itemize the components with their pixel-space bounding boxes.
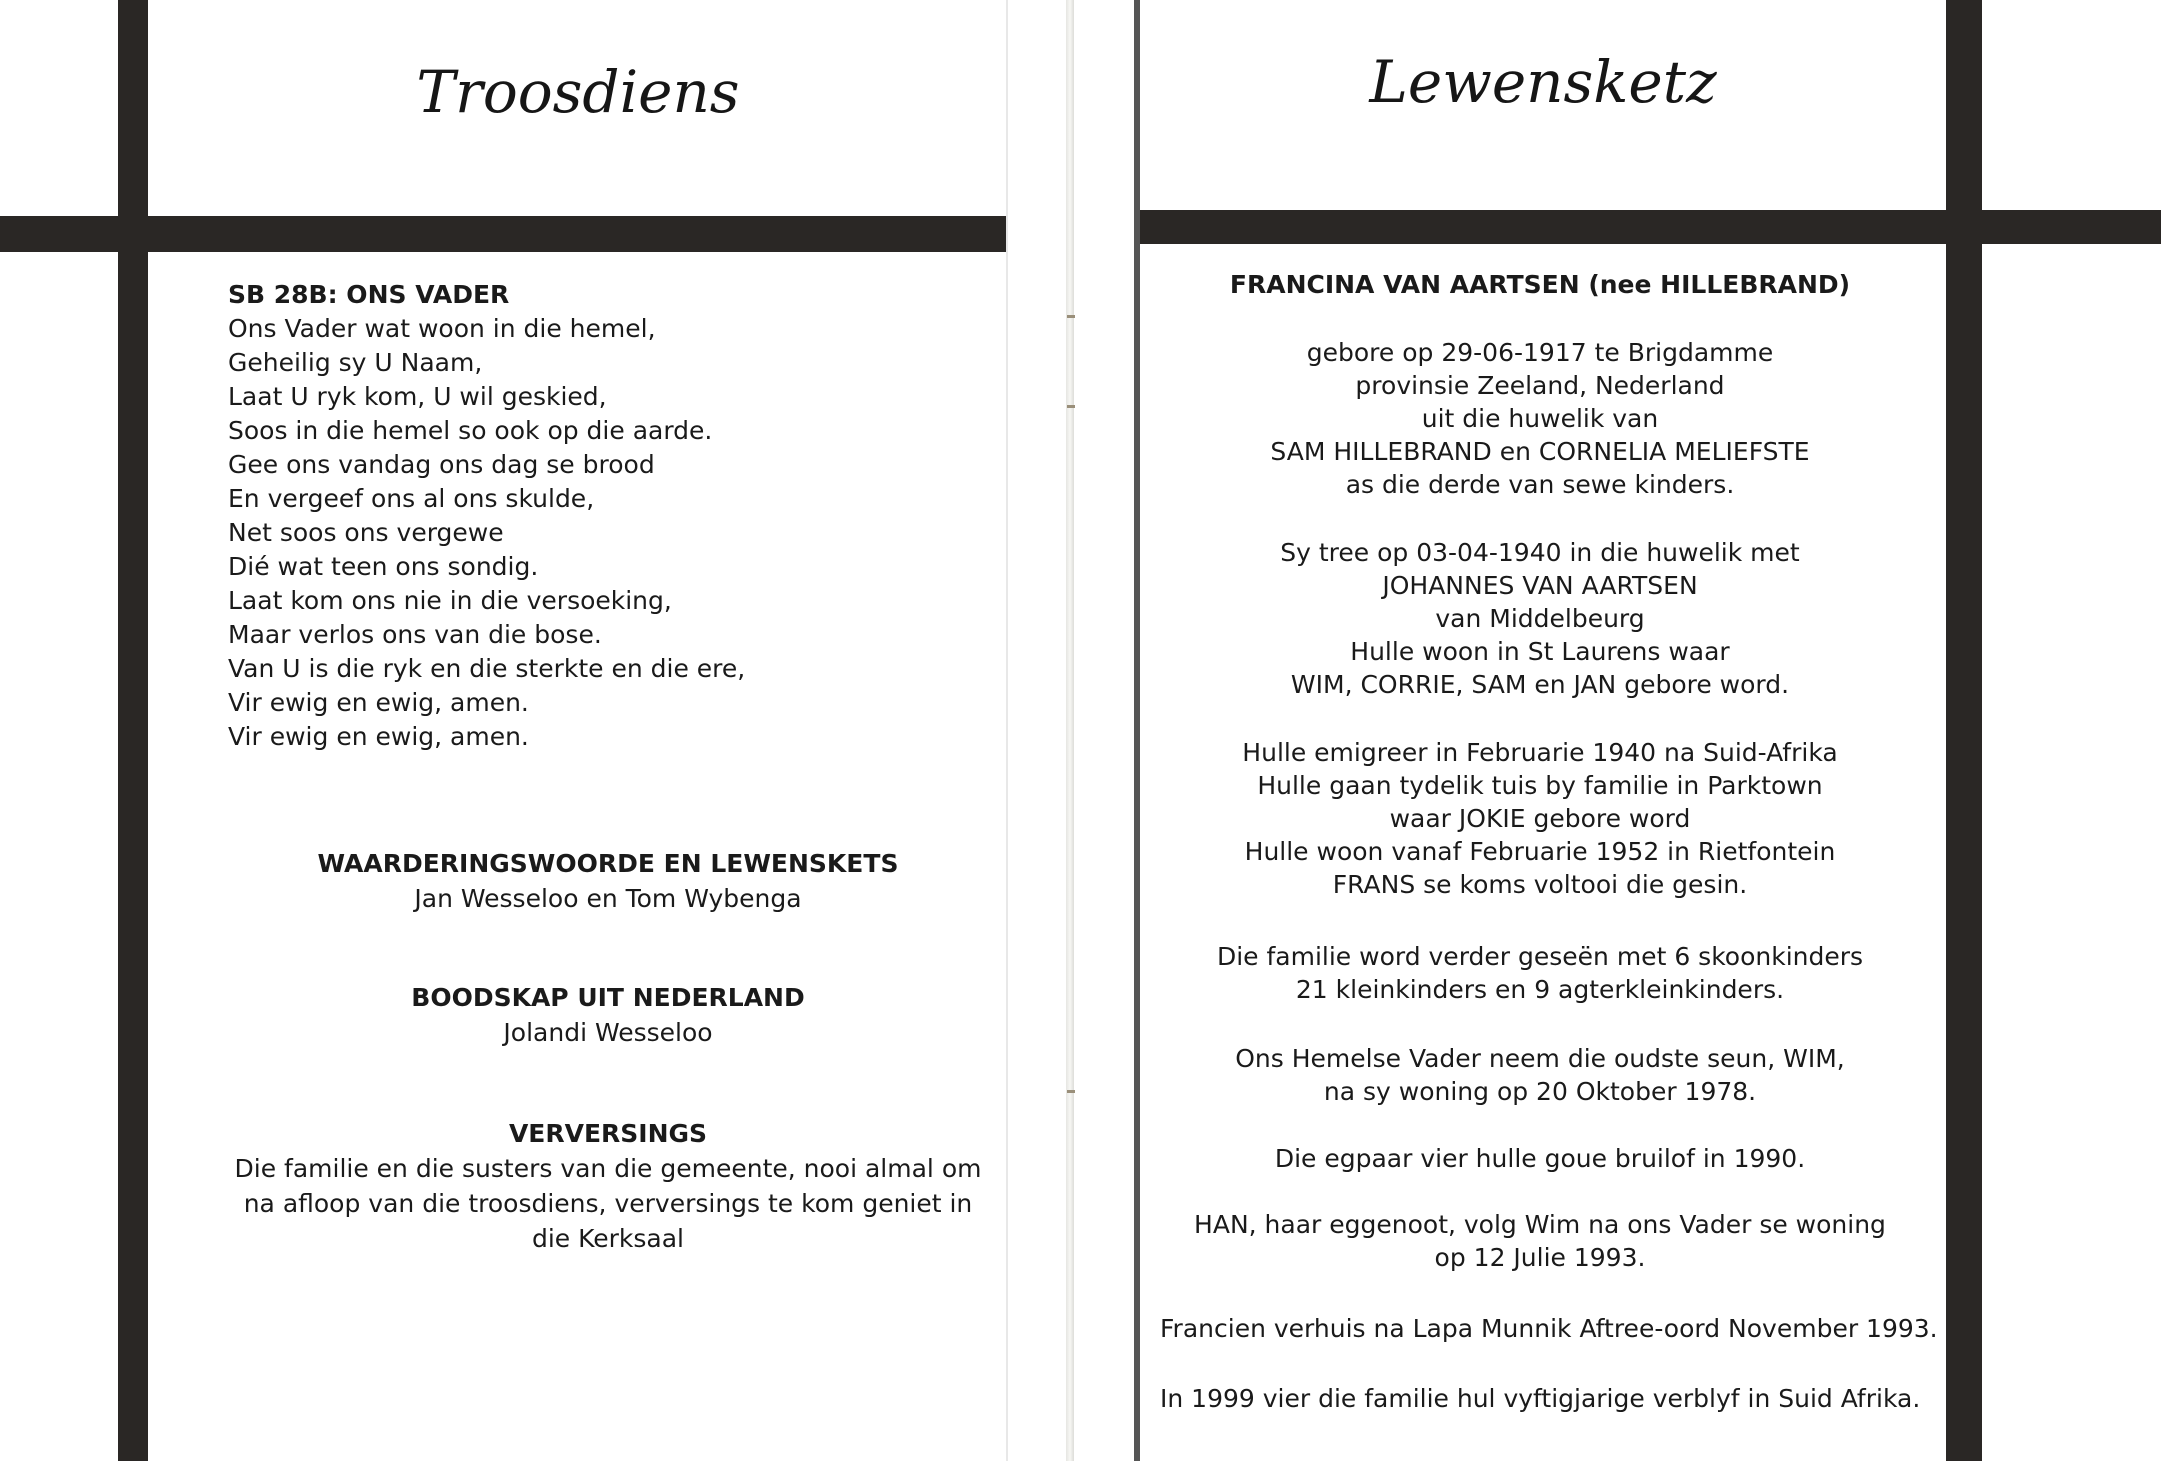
prayer-line: Maar verlos ons van die bose. <box>228 620 602 649</box>
prayer-line: Ons Vader wat woon in die hemel, <box>228 314 656 343</box>
bio-line: gebore op 29-06-1917 te Brigdamme <box>1306 338 1774 367</box>
prayer-line: Net soos ons vergewe <box>228 518 504 547</box>
bio-line: as die derde van sewe kinders. <box>1345 470 1735 499</box>
refreshments-text: Die familie en die susters van die gemeente, nooi almal om na afloop van die troosdiens, verversings te kom geniet in die Kerksaal <box>234 1154 982 1253</box>
bio-line: FRANS se koms voltooi die gesin. <box>1332 870 1748 899</box>
bio-line: Francien verhuis na Lapa Munnik Aftree-oord November 1993. <box>1160 1314 1938 1343</box>
prayer-line: Dié wat teen ons sondig. <box>228 552 539 581</box>
bio-line: JOHANNES VAN AARTSEN <box>1382 571 1698 600</box>
spine-stitch <box>1067 405 1075 408</box>
bio-line: waar JOKIE gebore word <box>1389 804 1691 833</box>
booklet-spine <box>1066 0 1074 1461</box>
bio-line: van Middelbeurg <box>1435 604 1645 633</box>
prayer-line: En vergeef ons al ons skulde, <box>228 484 595 513</box>
prayer-heading: SB 28B: ONS VADER <box>228 280 510 309</box>
bio-paragraph <box>1160 1208 1920 1274</box>
bio-paragraph <box>1160 536 1920 701</box>
bio-line: Die familie word verder geseën met 6 skoonkinders <box>1216 942 1864 971</box>
left-frame-horizontal-bar <box>0 216 1008 252</box>
bio-line: provinsie Zeeland, Nederland <box>1355 371 1725 400</box>
bio-line: Sy tree op 03-04-1940 in die huwelik met <box>1280 538 1800 567</box>
bio-paragraph <box>1160 940 1920 1006</box>
bio-line: Die egpaar vier hulle goue bruilof in 1990. <box>1274 1144 1806 1173</box>
bio-line: Hulle woon in St Laurens waar <box>1350 637 1730 666</box>
bio-line: 21 kleinkinders en 9 agterkleinkinders. <box>1295 975 1785 1004</box>
refreshments-heading: VERVERSINGS <box>508 1119 708 1148</box>
prayer-line: Gee ons vandag ons dag se brood <box>228 450 655 479</box>
deceased-name: FRANCINA VAN AARTSEN (nee HILLEBRAND) <box>1229 270 1851 299</box>
tribute-section <box>228 846 988 916</box>
bio-line: na sy woning op 20 Oktober 1978. <box>1323 1077 1757 1106</box>
prayer-line: Soos in die hemel so ook op die aarde. <box>228 416 713 445</box>
message-speaker: Jolandi Wesseloo <box>503 1018 713 1047</box>
bio-paragraph <box>1160 1382 1920 1415</box>
message-heading: BOODSKAP UIT NEDERLAND <box>411 983 805 1012</box>
bio-paragraph <box>1160 1042 1920 1108</box>
prayer-line: Geheilig sy U Naam, <box>228 348 483 377</box>
bio-line: HAN, haar eggenoot, volg Wim na ons Vader se woning <box>1194 1210 1886 1239</box>
prayer-line: Laat U ryk kom, U wil geskied, <box>228 382 607 411</box>
left-page-title: Troosdiens <box>416 58 740 126</box>
tribute-speakers: Jan Wesseloo en Tom Wybenga <box>414 884 802 913</box>
prayer-line: Laat kom ons nie in die versoeking, <box>228 586 672 615</box>
prayer-line: Van U is die ryk en die sterkte en die ere, <box>228 654 746 683</box>
spine-stitch <box>1067 315 1075 318</box>
prayer-line: Vir ewig en ewig, amen. <box>228 688 529 717</box>
right-frame-horizontal-bar <box>1138 210 2161 244</box>
prayer-block <box>228 278 1008 754</box>
bio-line: Ons Hemelse Vader neem die oudste seun, WIM, <box>1235 1044 1845 1073</box>
bio-line: op 12 Julie 1993. <box>1434 1243 1646 1272</box>
bio-line: SAM HILLEBRAND en CORNELIA MELIEFSTE <box>1270 437 1810 466</box>
tribute-heading: WAARDERINGSWOORDE EN LEWENSKETS <box>317 849 899 878</box>
bio-line: WIM, CORRIE, SAM en JAN gebore word. <box>1290 670 1790 699</box>
bio-line: Hulle woon vanaf Februarie 1952 in Rietfontein <box>1244 837 1836 866</box>
bio-paragraph <box>1160 1142 1920 1175</box>
bio-line: In 1999 vier die familie hul vyftigjarige verblyf in Suid Afrika. <box>1160 1384 1921 1413</box>
right-page-title: Lewensketz <box>1369 48 1717 116</box>
right-frame-inner-vertical-bar <box>1134 0 1140 1461</box>
bio-line: Hulle emigreer in Februarie 1940 na Suid-Afrika <box>1242 738 1838 767</box>
message-section <box>228 980 988 1050</box>
prayer-line: Vir ewig en ewig, amen. <box>228 722 529 751</box>
biography-name-block <box>1160 268 1920 301</box>
refreshments-section <box>228 1116 988 1256</box>
bio-line: uit die huwelik van <box>1421 404 1659 433</box>
bio-paragraph <box>1160 736 1920 901</box>
bio-line: Hulle gaan tydelik tuis by familie in Parktown <box>1257 771 1823 800</box>
spine-stitch <box>1067 1090 1075 1093</box>
bio-paragraph <box>1160 1312 1938 1345</box>
bio-paragraph <box>1160 336 1920 501</box>
